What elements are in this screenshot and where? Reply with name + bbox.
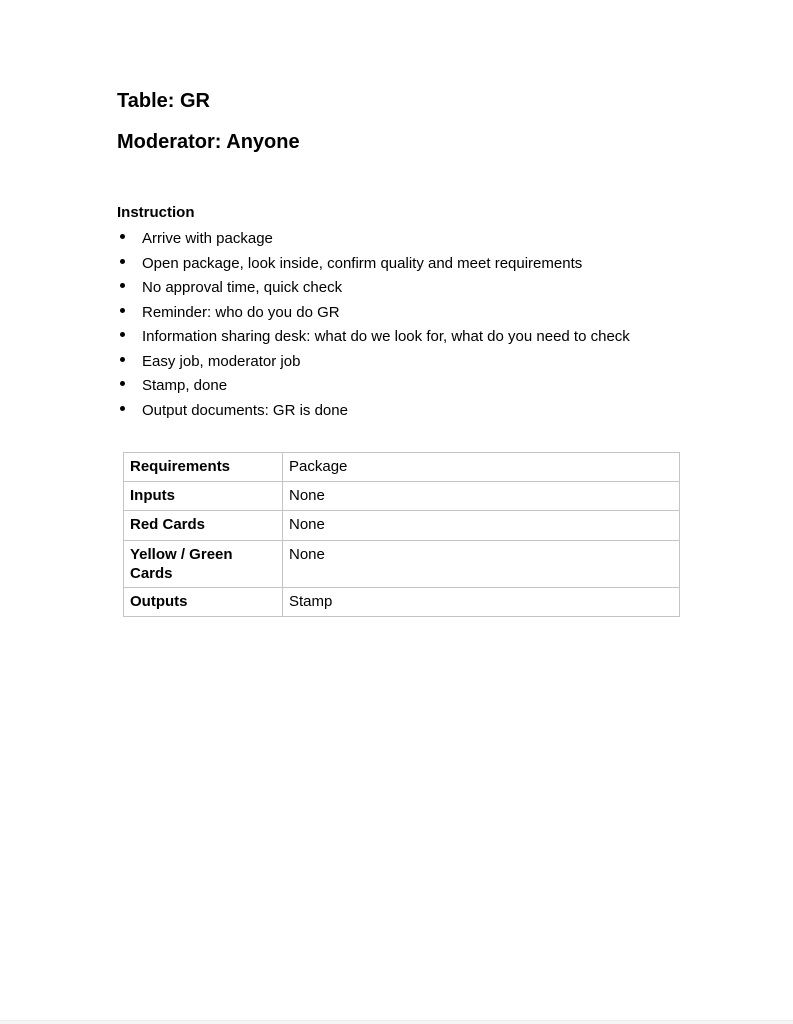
bullet-icon <box>120 381 125 386</box>
bullet-icon <box>120 234 125 239</box>
list-item <box>117 301 757 326</box>
doc-title-moderator: Moderator: Anyone <box>117 131 300 153</box>
table-row <box>124 453 680 482</box>
row-value: Stamp <box>283 588 680 617</box>
bullet-icon <box>120 332 125 337</box>
info-table <box>123 452 680 617</box>
table-row <box>124 541 680 588</box>
bullet-icon <box>120 283 125 288</box>
row-label: Red Cards <box>124 511 283 541</box>
list-item <box>117 374 757 399</box>
instruction-heading: Instruction <box>117 204 195 221</box>
list-item <box>117 325 757 350</box>
table-row <box>124 511 680 541</box>
row-label: Outputs <box>124 588 283 617</box>
list-item <box>117 227 757 252</box>
page-edge <box>0 1020 793 1024</box>
bullet-icon <box>120 308 125 313</box>
list-item <box>117 276 757 301</box>
row-value: Package <box>283 453 680 482</box>
table-row <box>124 482 680 511</box>
doc-title-table: Table: GR <box>117 90 210 112</box>
bullet-icon <box>120 357 125 362</box>
row-label: Inputs <box>124 482 283 511</box>
list-item <box>117 350 757 375</box>
list-item-text: Easy job, moderator job <box>142 352 301 370</box>
list-item-text: Arrive with package <box>142 230 273 247</box>
instruction-list <box>117 227 757 423</box>
list-item <box>117 399 757 424</box>
list-item-text: Open package, look inside, confirm quality and meet requirements <box>142 254 583 272</box>
list-item <box>117 252 757 277</box>
list-item-text: No approval time, quick check <box>142 279 343 296</box>
row-value: None <box>283 541 680 588</box>
row-value: None <box>283 511 680 541</box>
row-label: Yellow / Green Cards <box>124 541 283 588</box>
list-item-text: Stamp, done <box>142 377 228 394</box>
list-item-text: Information sharing desk: what do we look for, what do you need to check <box>142 328 630 345</box>
row-label: Requirements <box>124 453 283 482</box>
row-value: None <box>283 482 680 511</box>
list-item-text: Reminder: who do you do GR <box>142 303 340 321</box>
bullet-icon <box>120 406 125 411</box>
list-item-text: Output documents: GR is done <box>142 401 348 419</box>
bullet-icon <box>120 259 125 264</box>
table-row <box>124 588 680 617</box>
